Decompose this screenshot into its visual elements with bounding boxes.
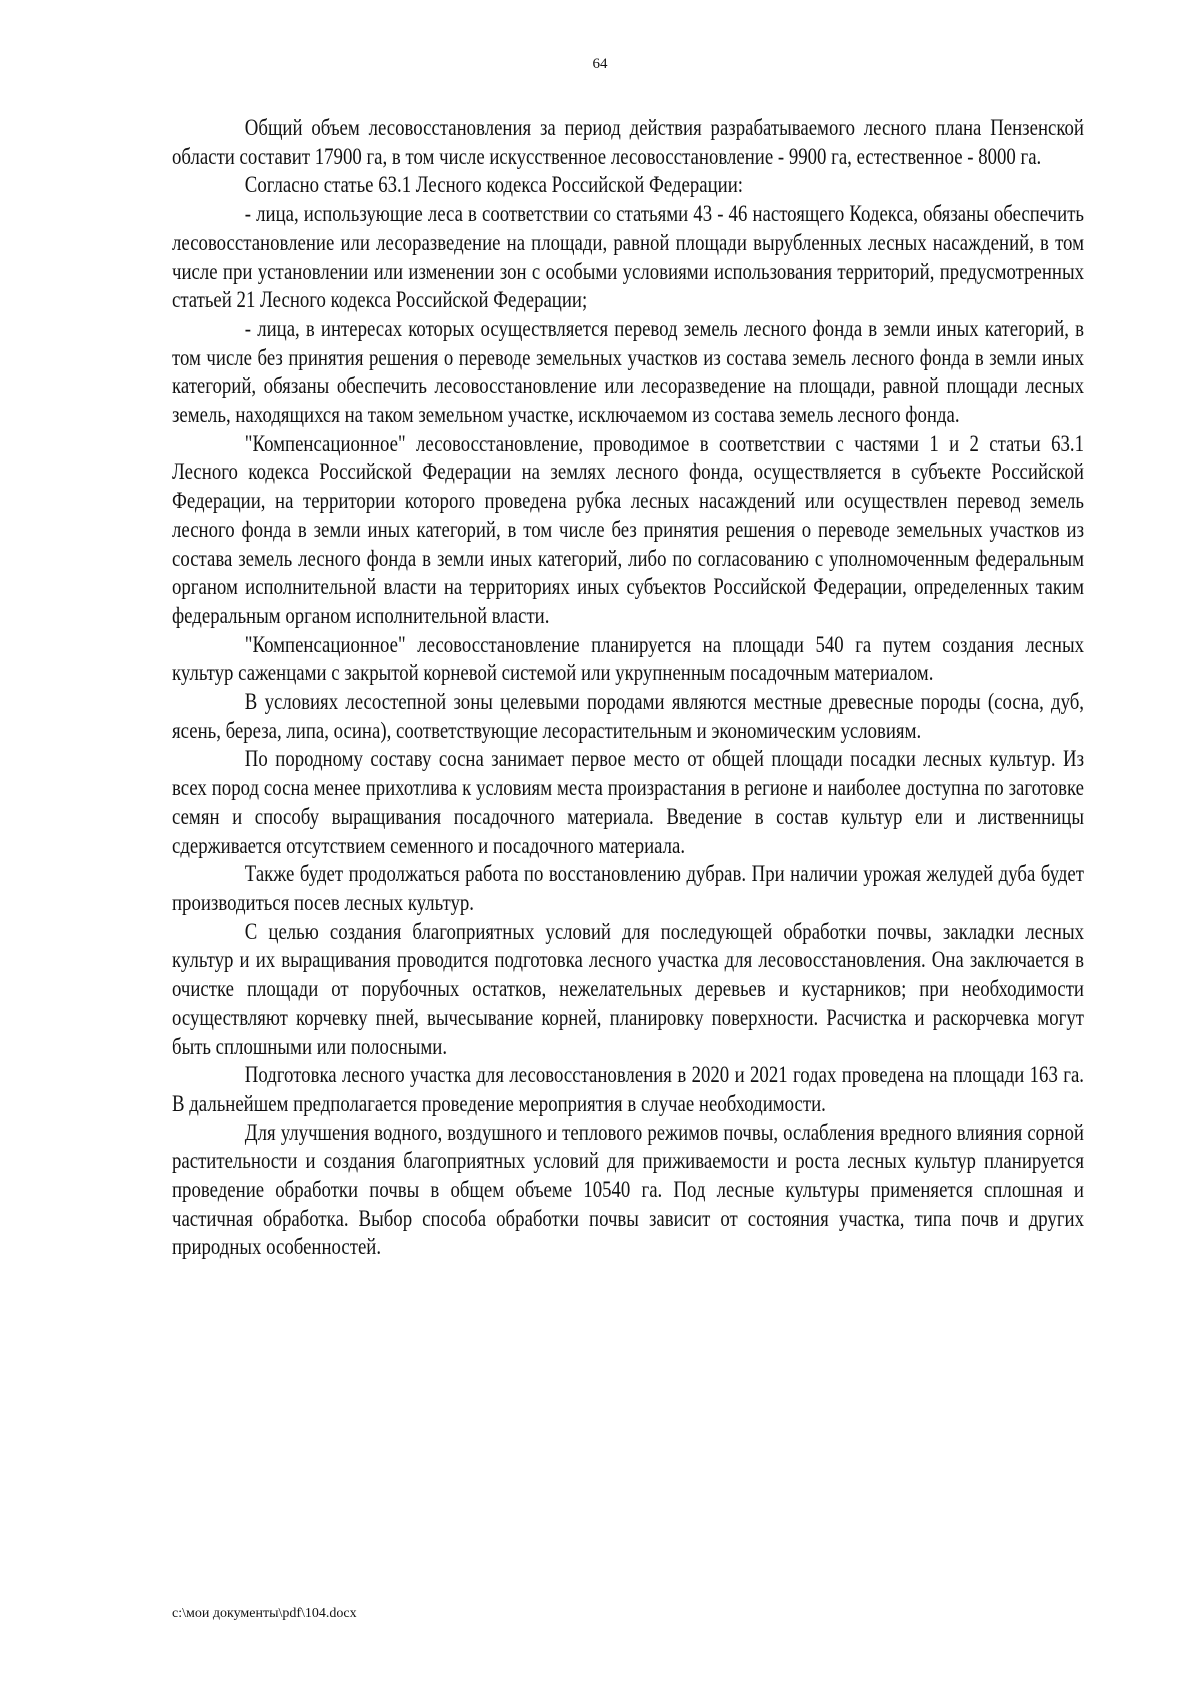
paragraph: Для улучшения водного, воздушного и теплового режимов почвы, ослабления вредного влияния сорной растительности и создания благоприятных условий для приживаемости и роста лесных культур планируется проведение обработки почвы в общем объеме 10540 га. Под лесные культуры применяется сплошная и частичная обработка. Выбор способа обработки почвы зависит от состояния участка, типа почв и других природных особенностей. bbox=[172, 1119, 1085, 1261]
paragraph: Общий объем лесовосстановления за период действия разрабатываемого лесного плана Пензенской области составит 17900 га, в том числе искусственное лесовосстановление - 9900 га, естественное - 8000 га. bbox=[172, 115, 1085, 170]
paragraph: По породному составу сосна занимает первое место от общей площади посадки лесных культур. Из всех пород сосна менее прихотлива к условиям места произрастания в регионе и наиболее доступна по заготовке семян и способу выращивания посадочного материала. Введение в состав культур ели и лиственницы сдерживается отсутствием семенного и посадочного материала. bbox=[172, 746, 1085, 859]
paragraph: "Компенсационное" лесовосстановление, проводимое в соответствии с частями 1 и 2 статьи 63.1 Лесного кодекса Российской Федерации на землях лесного фонда, осуществляется в субъекте Российской Федерации, на территории которого проведена рубка лесных насаждений или осуществлен перевод земель лесного фонда в земли иных категорий, в том числе без принятия решения о переводе земельных участков из состава земель лесного фонда в земли иных категорий, либо по согласованию с уполномоченным федеральным органом исполнительной власти на территориях иных субъектов Российской Федерации, определенных таким федеральным органом исполнительной власти. bbox=[172, 430, 1085, 629]
footer-file-path: c:\мои документы\pdf\104.docx bbox=[172, 1606, 357, 1621]
paragraph: С целью создания благоприятных условий для последующей обработки почвы, закладки лесных культур и их выращивания проводится подготовка лесного участка для лесовосстановления. Она заключается в очистке площади от порубочных остатков, нежелательных деревьев и кустарников; при необходимости осуществляют корчевку пней, вычесывание корней, планировку поверхности. Расчистка и раскорчевка могут быть сплошными или полосными. bbox=[172, 918, 1085, 1060]
document-body bbox=[172, 114, 1084, 1262]
paragraph: Подготовка лесного участка для лесовосстановления в 2020 и 2021 годах проведена на площади 163 га. В дальнейшем предполагается проведение мероприятия в случае необходимости. bbox=[172, 1062, 1085, 1117]
paragraph: "Компенсационное" лесовосстановление планируется на площади 540 га путем создания лесных культур саженцами с закрытой корневой системой или укрупненным посадочным материалом. bbox=[172, 631, 1085, 687]
paragraph: - лица, использующие леса в соответствии со статьями 43 - 46 настоящего Кодекса, обязаны обеспечить лесовосстановление или лесоразведение на площади, равной площади вырубленных лесных насаждений, в том числе при установлении или изменении зон с особыми условиями использования территорий, предусмотренных статьей 21 Лесного кодекса Российской Федерации; bbox=[172, 201, 1085, 314]
paragraph: В условиях лесостепной зоны целевыми породами являются местные древесные породы (сосна, дуб, ясень, береза, липа, осина), соответствующие лесорастительным и экономическим условиям. bbox=[172, 689, 1085, 744]
paragraph: - лица, в интересах которых осуществляется перевод земель лесного фонда в земли иных категорий, в том числе без принятия решения о переводе земельных участков из состава земель лесного фонда в земли иных категорий, обязаны обеспечить лесовосстановление или лесоразведение на площади, равной площади лесных земель, находящихся на таком земельном участке, исключаемом из состава земель лесного фонда. bbox=[172, 315, 1085, 429]
paragraph: Согласно статье 63.1 Лесного кодекса Российской Федерации: bbox=[244, 172, 743, 199]
paragraph: Также будет продолжаться работа по восстановлению дубрав. При наличии урожая желудей дуба будет производиться посев лесных культур. bbox=[172, 861, 1085, 916]
page-number: 64 bbox=[592, 56, 608, 72]
